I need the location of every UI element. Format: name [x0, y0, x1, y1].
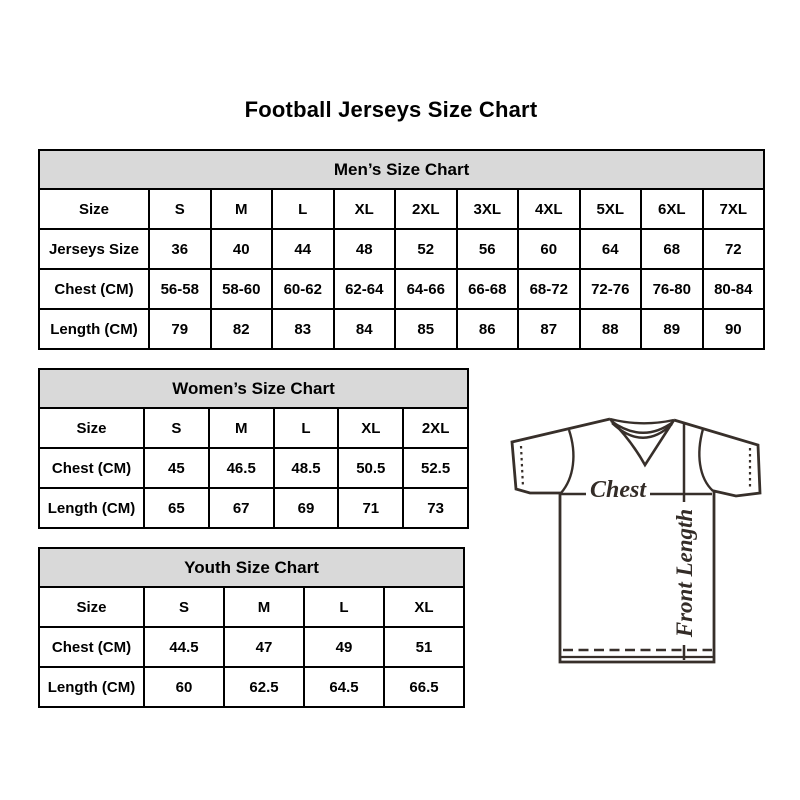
row-label: Length (CM): [39, 488, 144, 528]
mens-size-table: [38, 149, 765, 350]
size-cell: XL: [338, 408, 403, 448]
value-cell: 60-62: [272, 269, 334, 309]
jersey-outline: [512, 419, 760, 662]
value-cell: 44.5: [144, 627, 224, 667]
row-label: Size: [39, 587, 144, 627]
value-cell: 85: [395, 309, 457, 349]
value-cell: 68: [641, 229, 703, 269]
table-row: [39, 667, 464, 707]
value-cell: 66.5: [384, 667, 464, 707]
page-title: Football Jerseys Size Chart: [244, 97, 538, 122]
table-row: [39, 408, 468, 448]
value-cell: 88: [580, 309, 642, 349]
right-armhole-seam: [699, 429, 713, 491]
row-label: Length (CM): [39, 667, 144, 707]
value-cell: 47: [224, 627, 304, 667]
value-cell: 86: [457, 309, 519, 349]
size-cell: S: [144, 587, 224, 627]
row-label: Chest (CM): [39, 448, 144, 488]
value-cell: 56-58: [149, 269, 211, 309]
size-cell: 6XL: [641, 189, 703, 229]
table-row: [39, 189, 764, 229]
value-cell: 52: [395, 229, 457, 269]
size-cell: 4XL: [518, 189, 580, 229]
womens-table-title: Women’s Size Chart: [39, 369, 468, 408]
table-row: [39, 229, 764, 269]
value-cell: 68-72: [518, 269, 580, 309]
size-cell: S: [144, 408, 209, 448]
value-cell: 60: [144, 667, 224, 707]
size-cell: 3XL: [457, 189, 519, 229]
youth-size-table: [38, 547, 465, 708]
value-cell: 87: [518, 309, 580, 349]
row-label: Size: [39, 408, 144, 448]
womens-size-table: [38, 368, 469, 529]
value-cell: 67: [209, 488, 274, 528]
table-row: [39, 309, 764, 349]
table-header-row: [39, 369, 468, 408]
value-cell: 60: [518, 229, 580, 269]
table-header-row: [39, 548, 464, 587]
value-cell: 83: [272, 309, 334, 349]
chest-label: Chest: [589, 477, 647, 503]
value-cell: 52.5: [403, 448, 468, 488]
table-row: [39, 627, 464, 667]
size-cell: L: [272, 189, 334, 229]
size-cell: S: [149, 189, 211, 229]
size-cell: 5XL: [580, 189, 642, 229]
size-cell: XL: [334, 189, 396, 229]
table-row: [39, 587, 464, 627]
value-cell: 73: [403, 488, 468, 528]
value-cell: 50.5: [338, 448, 403, 488]
value-cell: 84: [334, 309, 396, 349]
front-length-label: Front Length: [672, 508, 697, 638]
value-cell: 51: [384, 627, 464, 667]
value-cell: 71: [338, 488, 403, 528]
value-cell: 65: [144, 488, 209, 528]
size-cell: XL: [384, 587, 464, 627]
value-cell: 46.5: [209, 448, 274, 488]
value-cell: 69: [274, 488, 339, 528]
size-cell: M: [209, 408, 274, 448]
value-cell: 58-60: [211, 269, 273, 309]
youth-table-title: Youth Size Chart: [39, 548, 464, 587]
value-cell: 36: [149, 229, 211, 269]
size-cell: 2XL: [395, 189, 457, 229]
value-cell: 79: [149, 309, 211, 349]
value-cell: 56: [457, 229, 519, 269]
value-cell: 64: [580, 229, 642, 269]
value-cell: 72: [703, 229, 765, 269]
row-label: Chest (CM): [39, 269, 149, 309]
value-cell: 80-84: [703, 269, 765, 309]
value-cell: 76-80: [641, 269, 703, 309]
value-cell: 49: [304, 627, 384, 667]
value-cell: 48: [334, 229, 396, 269]
collar-top-line: [610, 419, 674, 423]
jersey-measurement-diagram: [503, 398, 765, 672]
size-cell: L: [274, 408, 339, 448]
left-cuff-stitch-line: [521, 446, 523, 487]
row-label: Jerseys Size: [39, 229, 149, 269]
value-cell: 72-76: [580, 269, 642, 309]
row-label: Size: [39, 189, 149, 229]
value-cell: 90: [703, 309, 765, 349]
value-cell: 48.5: [274, 448, 339, 488]
value-cell: 66-68: [457, 269, 519, 309]
left-armhole-seam: [561, 430, 573, 493]
value-cell: 64-66: [395, 269, 457, 309]
value-cell: 62-64: [334, 269, 396, 309]
value-cell: 45: [144, 448, 209, 488]
value-cell: 64.5: [304, 667, 384, 707]
table-header-row: [39, 150, 764, 189]
table-row: [39, 488, 468, 528]
row-label: Length (CM): [39, 309, 149, 349]
size-cell: 2XL: [403, 408, 468, 448]
size-cell: M: [211, 189, 273, 229]
table-row: [39, 269, 764, 309]
row-label: Chest (CM): [39, 627, 144, 667]
value-cell: 40: [211, 229, 273, 269]
value-cell: 44: [272, 229, 334, 269]
table-row: [39, 448, 468, 488]
value-cell: 82: [211, 309, 273, 349]
mens-table-title: Men’s Size Chart: [39, 150, 764, 189]
size-cell: 7XL: [703, 189, 765, 229]
value-cell: 62.5: [224, 667, 304, 707]
size-cell: L: [304, 587, 384, 627]
value-cell: 89: [641, 309, 703, 349]
size-cell: M: [224, 587, 304, 627]
